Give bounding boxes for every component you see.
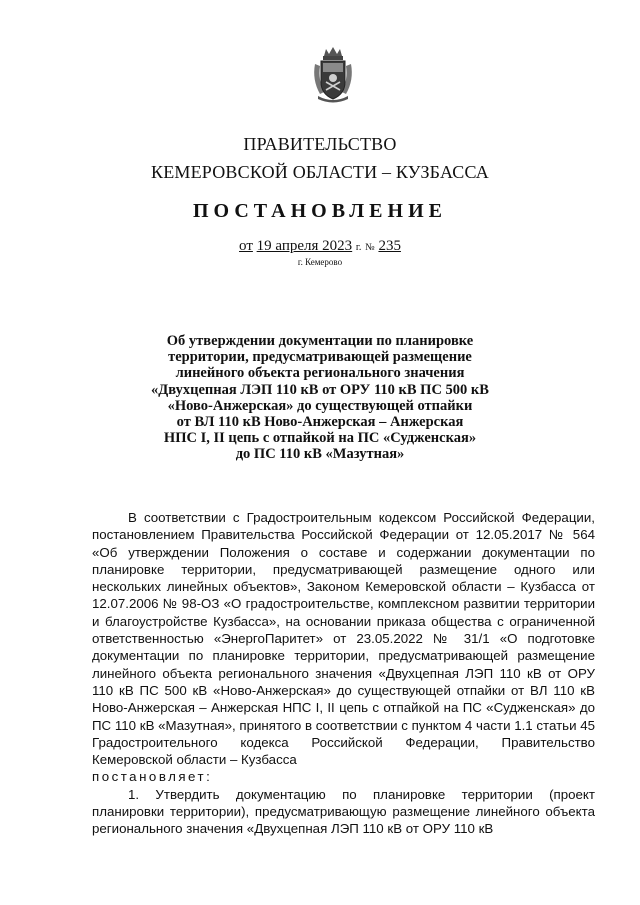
clause-1-paragraph: 1. Утвердить документацию по планировке территории (проект планировки территории), предусматривающую размещение линейного объекта регионального значения «Двухцепная ЛЭП 110 кВ от ОРУ 110 кВ — [92, 786, 595, 837]
document-number: 235 — [378, 238, 401, 254]
government-line-1: ПРАВИТЕЛЬСТВО — [243, 134, 397, 154]
title-line: Об утверждении документации по планировке — [166, 333, 474, 349]
title-line: «Двухцепная ЛЭП 110 кВ от ОРУ 110 кВ ПС 500 кВ — [151, 381, 489, 398]
preamble-paragraph: В соответствии с Градостроительным кодексом Российской Федерации, постановлением Правительства Российской Федерации от 12.05.2017 № 564 «Об утверждении Положения о составе и содержании документации по планировке территории, предусматривающей размещение одного или нескольких линейных объектов», Законом Кемеровской области – Кузбасса от 12.07.2006 № 98-ОЗ «О градостроительстве, комплексном развитии территории и благоустройстве Кузбасса», на основании приказа общества с ограниченной ответственностью «ЭнергоПаритет» от 23.05.2022 № 31/1 «О подготовке документации по планировке территории, предусматривающей размещение линейного объекта регионального значения «Двухцепная ЛЭП 110 кВ от ОРУ 110 кВ ПС 500 кВ «Ново-Анжерская» до существующей отпайки от ВЛ 110 кВ Ново-Анжерская – Анжерская НПС I, II цепь с отпайкой на ПС «Судженская» до ПС 110 кВ «Мазутная», принятого в соответствии с пунктом 4 части 1.1 статьи 45 Градостроительного кодекса Российской Федерации, Правительство Кемеровской области – Кузбасса — [92, 510, 596, 768]
document-title — [130, 333, 510, 463]
title-line: до ПС 110 кВ «Мазутная» — [235, 446, 405, 463]
document-type: ПОСТАНОВЛЕНИЕ — [193, 200, 447, 222]
date-value: 19 апреля 2023 — [256, 238, 353, 254]
date-year-suffix: г. — [355, 242, 362, 253]
government-line-2: КЕМЕРОВСКОЙ ОБЛАСТИ – КУЗБАССА — [151, 162, 489, 182]
title-line: линейного объекта регионального значения — [175, 365, 465, 382]
date-prefix: от — [239, 238, 253, 254]
coat-of-arms-icon — [312, 46, 354, 104]
title-line: НПС I, II цепь с отпайкой на ПС «Судженская» — [163, 430, 477, 447]
title-line: от ВЛ 110 кВ Ново-Анжерская – Анжерская — [176, 414, 464, 431]
title-line: территории, предусматривающей размещение — [168, 349, 472, 366]
document-body — [92, 509, 595, 838]
city: г. Кемерово — [297, 257, 343, 267]
number-sign: № — [365, 242, 375, 253]
date-line — [0, 238, 640, 255]
title-line: «Ново-Анжерская» до существующей отпайки — [167, 397, 473, 414]
resolves-word: постановляет: — [92, 769, 213, 785]
